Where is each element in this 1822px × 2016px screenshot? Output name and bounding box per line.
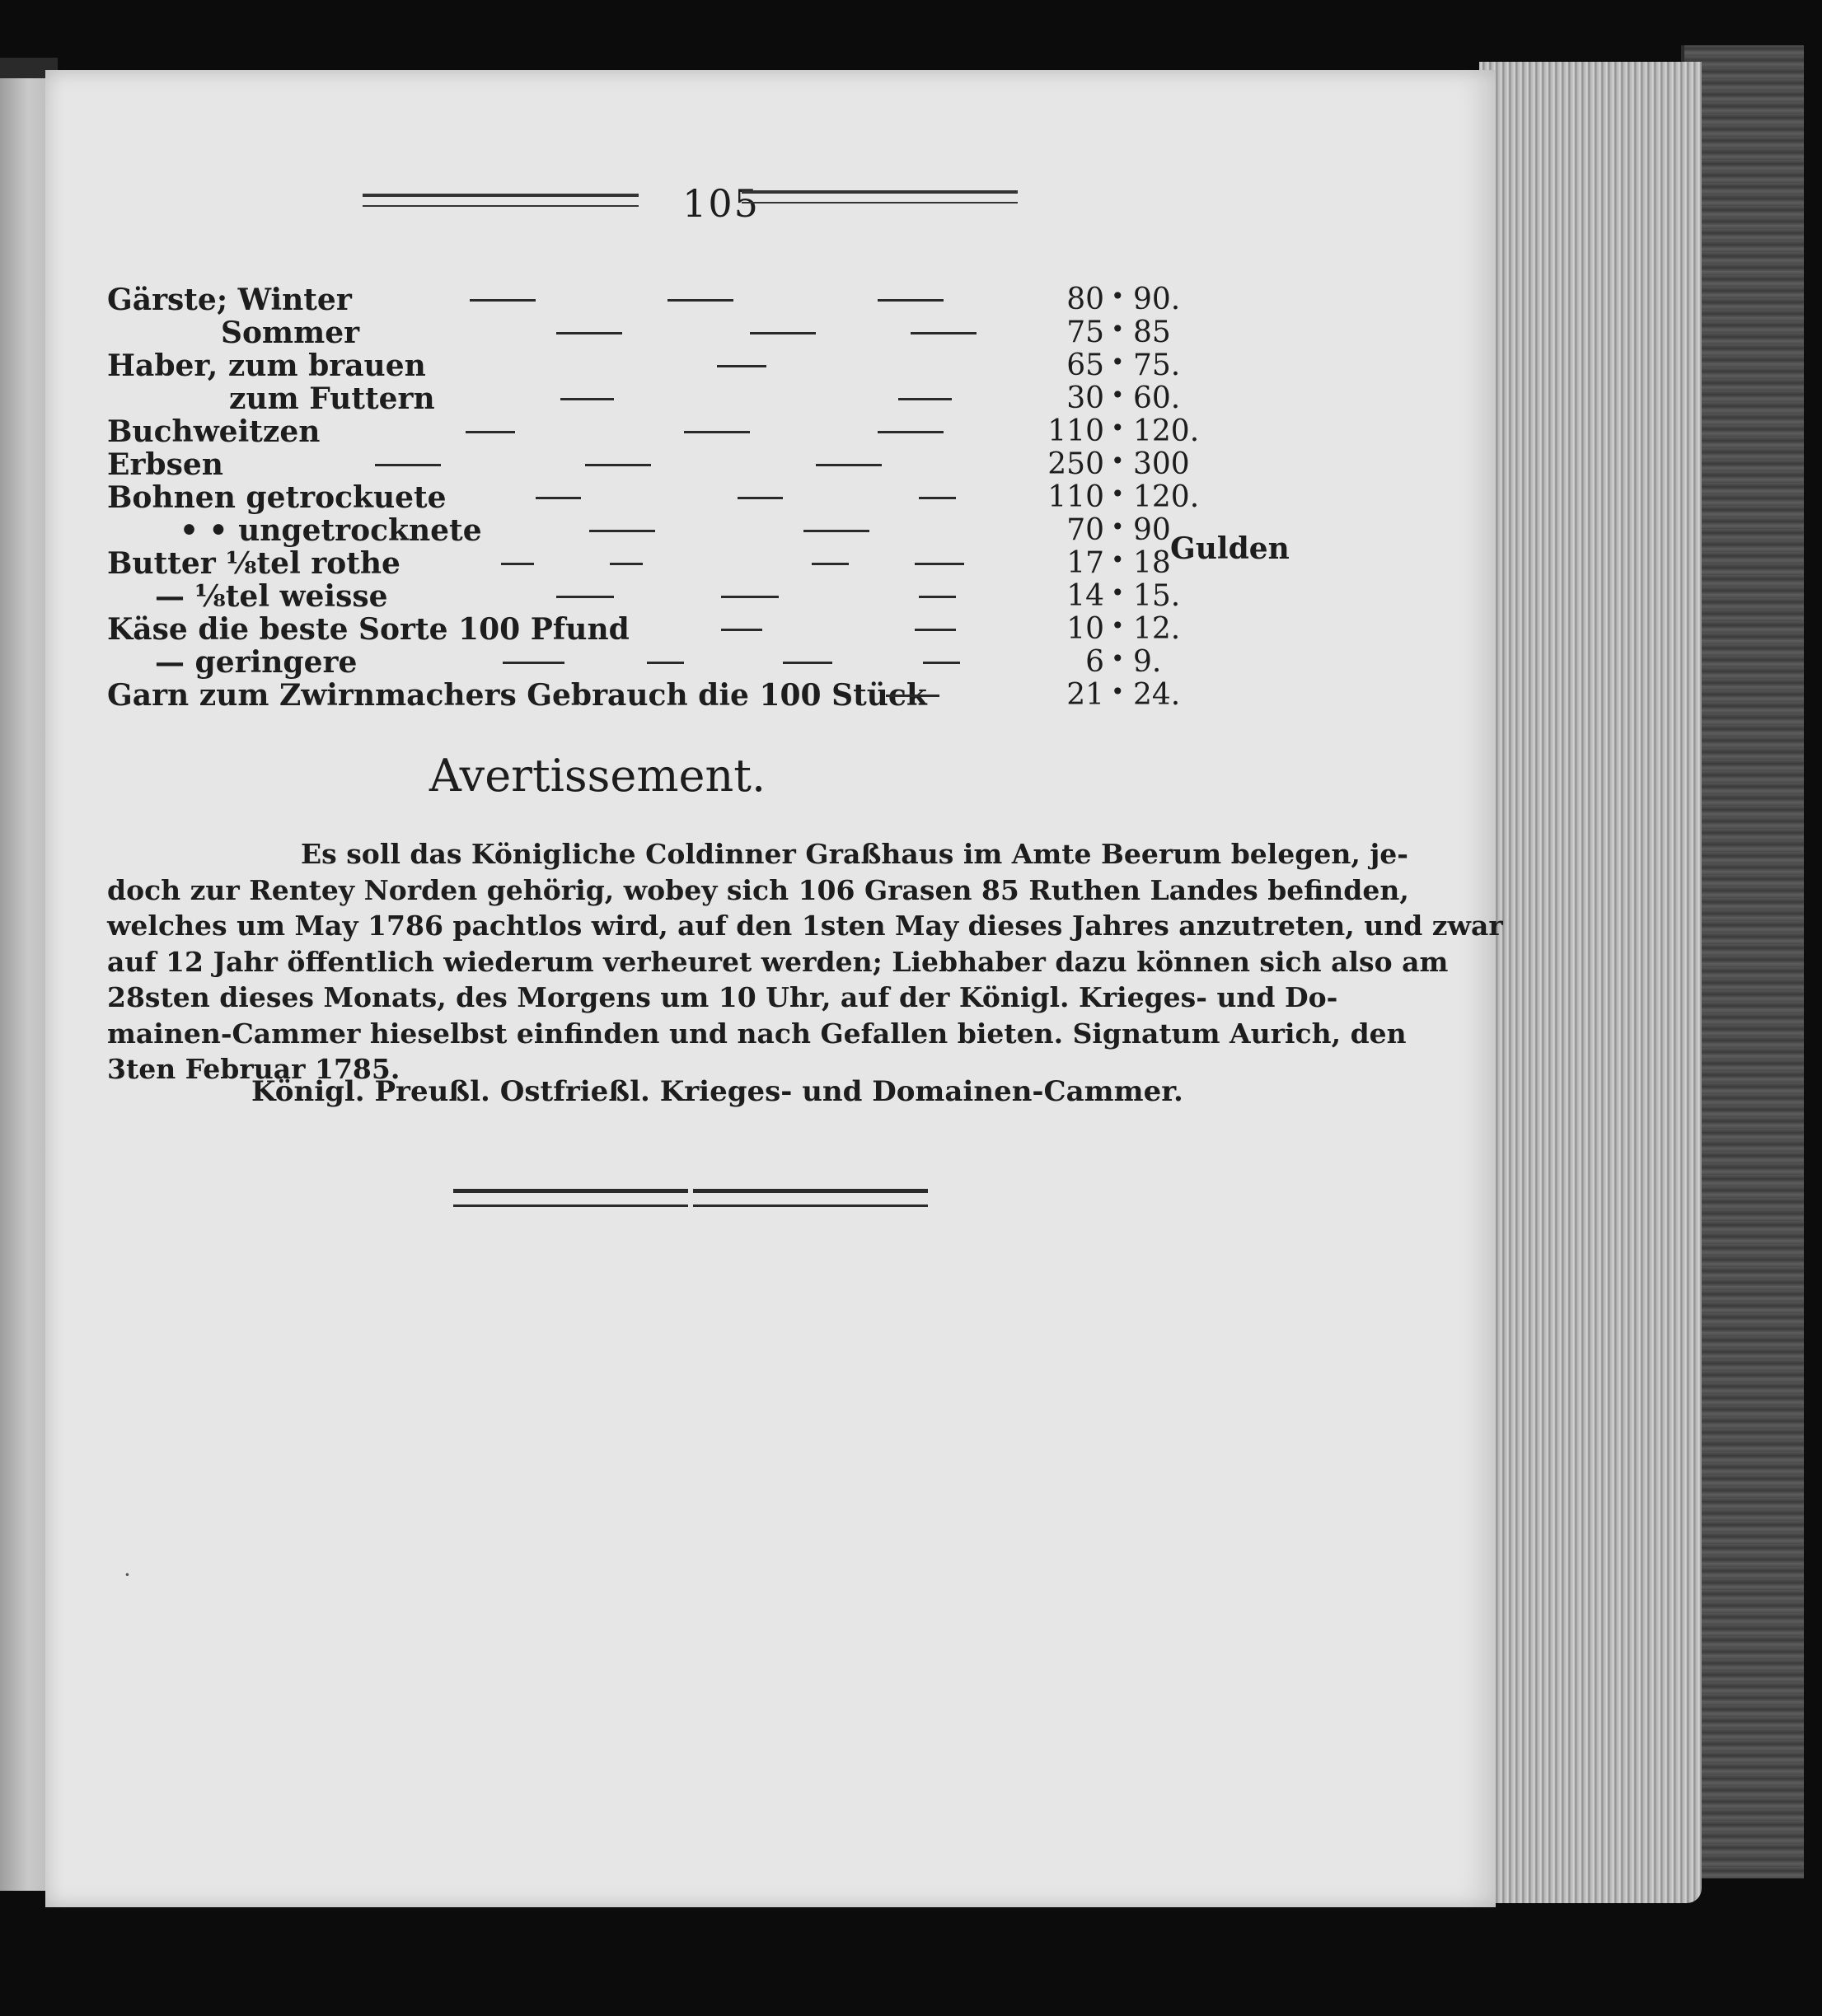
price-low: 65 [1066,348,1104,382]
leader-dash [503,662,564,664]
item-name: Butter ⅛tel rothe [107,546,400,581]
body-line: Es soll das Königliche Coldinner Graßhaus im Amte Beerum belegen, je- [301,838,1408,870]
item-name: • • ungetrocknete [180,513,482,548]
leader-dash [816,464,882,466]
price-low: 70 [1066,513,1104,547]
price-separator: • [1111,579,1125,606]
advertisement-title: Avertissement. [429,750,766,802]
price-row [107,283,1181,317]
price-high: 18 [1133,546,1171,580]
leader-dash [466,431,515,433]
price-separator: • [1111,316,1125,343]
leader-dash [915,563,964,565]
item-name: Käse die beste Sorte 100 Pfund [107,612,630,647]
leader-dash [721,596,779,598]
leader-dash [585,464,651,466]
price-high: 9. [1133,645,1162,679]
signature-line: Königl. Preußl. Ostfrießl. Krieges- und Domainen-Cammer. [251,1075,1183,1108]
leader-dash [501,563,534,565]
price-separator: • [1111,480,1125,508]
price-separator: • [1111,348,1125,376]
price-separator: • [1111,678,1125,705]
body-line: 3ten Februar 1785. [107,1053,400,1085]
leader-dash [878,431,944,433]
price-low: 30 [1066,381,1104,415]
leader-dash [721,629,762,631]
leader-dash [911,332,977,334]
footer-rule-left [453,1189,688,1207]
leader-dash [783,662,832,664]
leader-dash [717,365,766,367]
leader-dash [647,662,684,664]
body-line: mainen-Cammer hieselbst einfinden und nach Gefallen bieten. Signatum Aurich, den [107,1017,1407,1050]
item-name: Buchweitzen [107,414,321,449]
header-rule-right [742,190,1018,203]
price-separator: • [1111,513,1125,540]
price-high: 300 [1133,447,1190,481]
price-high: 12. [1133,612,1181,646]
price-separator: • [1111,612,1125,639]
price-high: 15. [1133,579,1181,613]
price-row [107,546,1171,581]
price-low: 250 [1047,447,1104,481]
leader-dash [919,497,956,499]
price-row [107,381,1181,416]
price-separator: • [1111,645,1125,672]
price-separator: • [1111,414,1125,442]
price-row [107,480,1200,515]
item-name: Sommer [221,316,360,350]
body-line: doch zur Rentey Norden gehörig, wobey sich 106 Grasen 85 Ruthen Landes befinden, [107,873,1409,906]
body-line: 28sten dieses Monats, des Morgens um 10 Uhr, auf der Königl. Krieges- und Do- [107,981,1338,1013]
book-page [45,70,1503,1907]
price-low: 75 [1066,316,1104,349]
price-row [107,612,1181,647]
price-high: 120. [1133,414,1200,448]
item-name: zum Futtern [229,381,435,416]
price-separator: • [1111,283,1125,310]
body-line: welches um May 1786 pachtlos wird, auf den 1sten May dieses Jahres anzutreten, und zwar [107,910,1503,942]
price-separator: • [1111,447,1125,475]
leader-dash [878,299,944,302]
leader-dash [667,299,733,302]
leader-dash [886,695,939,697]
leader-dash [803,530,869,532]
price-row [107,348,1181,383]
item-name: Bohnen getrockuete [107,480,447,515]
price-low: 80 [1066,283,1104,316]
leader-dash [556,596,614,598]
footer-rule-right [693,1189,928,1207]
price-separator: • [1111,546,1125,573]
price-high: 60. [1133,381,1181,415]
price-row [107,316,1171,350]
item-name: — ⅛tel weisse [155,579,388,614]
page-edges [1479,62,1702,1903]
price-row [107,414,1200,449]
advertisement-body [107,836,1503,1088]
price-high: 24. [1133,678,1181,712]
price-high: 90 [1133,513,1171,547]
item-name: — geringere [155,645,358,680]
leader-dash [589,530,655,532]
leader-dash [919,596,956,598]
item-name: Erbsen [107,447,223,482]
price-low: 17 [1066,546,1104,580]
leader-dash [750,332,816,334]
leader-dash [470,299,536,302]
header-rule-left [363,194,639,207]
price-row [107,447,1190,482]
body-line: auf 12 Jahr öffentlich wiederum verheuret werden; Liebhaber dazu können sich also am [107,945,1449,978]
leader-dash [684,431,750,433]
currency-unit: Gulden [1170,531,1290,566]
price-row [107,645,1162,680]
price-high: 120. [1133,480,1200,514]
item-name: Gärste; Winter [107,283,352,317]
item-name: Garn zum Zwirnmachers Gebrauch die 100 Stück [107,678,927,713]
price-high: 85 [1133,316,1171,349]
price-row [107,678,1181,713]
leader-dash [915,629,956,631]
price-low: 6 [1085,645,1104,679]
price-low: 21 [1066,678,1104,712]
leader-dash [556,332,622,334]
leader-dash [738,497,783,499]
leader-dash [560,398,614,400]
price-low: 14 [1066,579,1104,613]
price-high: 75. [1133,348,1181,382]
item-name: Haber, zum brauen [107,348,426,383]
price-row [107,579,1181,614]
leader-dash [375,464,441,466]
price-low: 10 [1066,612,1104,646]
paper-speck: · [124,1561,131,1588]
leader-dash [536,497,581,499]
price-separator: • [1111,381,1125,409]
price-low: 110 [1047,480,1104,514]
leader-dash [898,398,952,400]
price-low: 110 [1047,414,1104,448]
page-number: 105 [682,181,760,226]
price-high: 90. [1133,283,1181,316]
leader-dash [812,563,849,565]
leader-dash [610,563,643,565]
price-row [107,513,1171,548]
leader-dash [923,662,960,664]
